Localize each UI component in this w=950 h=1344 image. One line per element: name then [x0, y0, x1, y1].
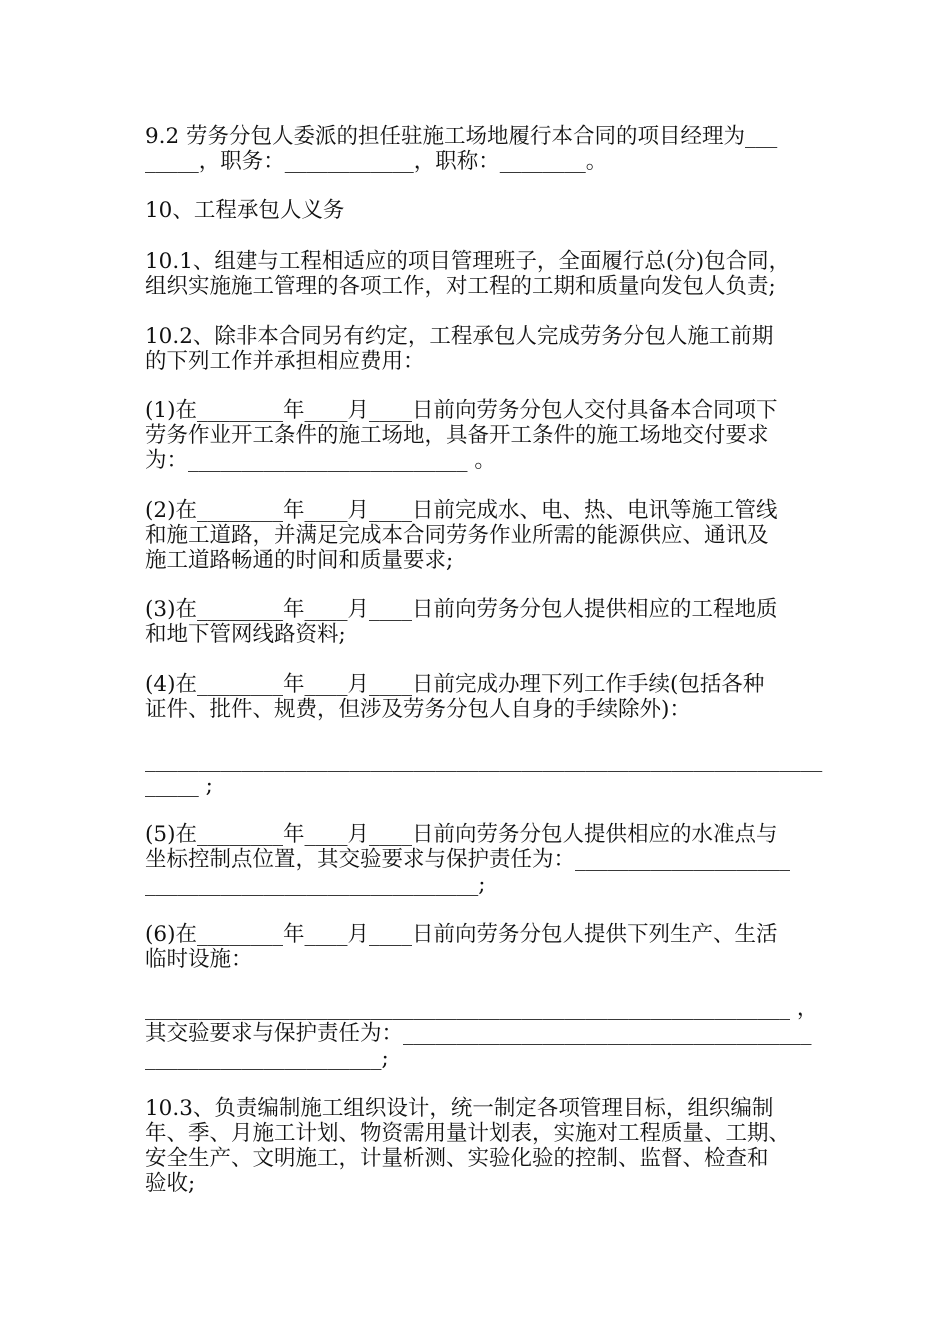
text-line: 安全生产、文明施工，计量析测、实验化验的控制、监督、检查和	[145, 1146, 769, 1171]
clause-10-heading	[145, 198, 815, 223]
text-line: _____ ;	[145, 773, 213, 798]
clause-10-2	[145, 324, 815, 374]
text-line: 10.2、除非本合同另有约定，工程承包人完成劳务分包人施工前期	[145, 324, 774, 349]
item-4	[145, 672, 815, 722]
item-1	[145, 398, 815, 473]
text-line: 验收;	[145, 1171, 196, 1196]
text-line: 劳务作业开工条件的施工场地，具备开工条件的施工场地交付要求	[145, 423, 769, 448]
text-line: _______________________________________________________________	[145, 748, 823, 773]
text-line: 证件、批件、规费，但涉及劳务分包人自身的手续除外)：	[145, 697, 691, 722]
text-line: (4)在________年____月____日前完成办理下列工作手续(包括各种	[145, 672, 765, 697]
text-line: (6)在________年____月____日前向劳务分包人提供下列生产、生活	[145, 922, 778, 947]
item-5	[145, 822, 815, 897]
text-line: 施工道路畅通的时间和质量要求;	[145, 548, 454, 573]
text-line: 10、工程承包人义务	[145, 198, 345, 223]
text-line: 其交验要求与保护责任为：______________________________________	[145, 1021, 812, 1046]
item-6	[145, 922, 815, 972]
item-2	[145, 498, 815, 573]
text-line: 的下列工作并承担相应费用：	[145, 349, 425, 374]
text-line: _______________________________;	[145, 872, 486, 897]
item-6-blank	[145, 996, 819, 1071]
text-line: (3)在________年____月____日前向劳务分包人提供相应的工程地质	[145, 597, 778, 622]
text-line: 和施工道路，并满足完成本合同劳务作业所需的能源供应、通讯及	[145, 523, 769, 548]
text-line: 10.3、负责编制施工组织设计，统一制定各项管理目标，组织编制	[145, 1096, 774, 1121]
clause-10-1	[145, 249, 815, 299]
text-line: 为：__________________________ 。	[145, 448, 496, 473]
item-3	[145, 597, 815, 647]
text-line: 组织实施施工管理的各项工作，对工程的工期和质量向发包人负责;	[145, 274, 776, 299]
clause-10-3	[145, 1096, 815, 1196]
text-line: 10.1、组建与工程相适应的项目管理班子，全面履行总(分)包合同，	[145, 249, 791, 274]
text-line: (1)在________年____月____日前向劳务分包人交付具备本合同项下	[145, 398, 778, 423]
item-4-blank	[145, 748, 823, 798]
text-line: (5)在________年____月____日前向劳务分包人提供相应的水准点与	[145, 822, 778, 847]
text-line: 坐标控制点位置，其交验要求与保护责任为：____________________	[145, 847, 791, 872]
text-line: ____________________________________________________________ ，	[145, 996, 819, 1021]
clause-9-2	[145, 124, 815, 174]
text-line: 和地下管网线路资料;	[145, 622, 346, 647]
text-line: 年、季、月施工计划、物资需用量计划表，实施对工程质量、工期、	[145, 1121, 791, 1146]
text-line: 9.2 劳务分包人委派的担任驻施工场地履行本合同的项目经理为___	[145, 124, 778, 149]
text-line: 临时设施：	[145, 947, 253, 972]
text-line: ______________________;	[145, 1046, 389, 1071]
text-line: _____，职务：____________，职称：________。	[145, 149, 608, 174]
text-line: (2)在________年____月____日前完成水、电、热、电讯等施工管线	[145, 498, 778, 523]
